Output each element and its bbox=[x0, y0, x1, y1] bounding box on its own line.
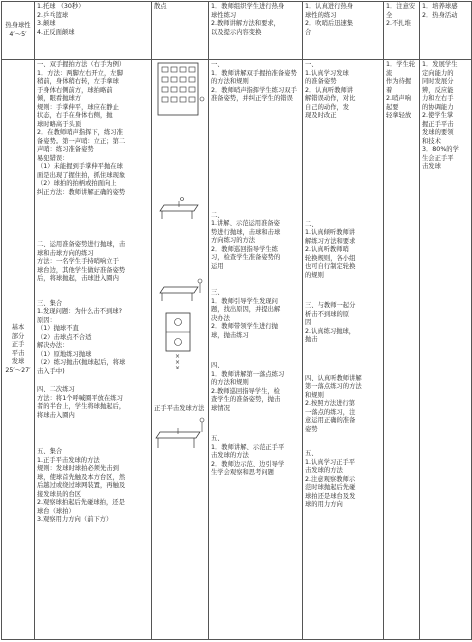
table-player-diagram bbox=[154, 193, 206, 223]
text-line: 决办法 bbox=[211, 314, 230, 322]
spacer bbox=[154, 223, 206, 275]
warmup-formation-cell bbox=[152, 2, 209, 60]
text-line: 2.认真听教师哨 bbox=[305, 246, 349, 253]
text-line: 1.认真学习发球 bbox=[305, 69, 349, 77]
text-line: 习，检查学生准备姿势的 bbox=[211, 254, 281, 261]
text-line: 1.发现问题：为什么击不到球? bbox=[37, 308, 122, 315]
formation-bottom-label: 正手平击发球方法 bbox=[154, 405, 205, 412]
text-line: 发球 bbox=[11, 358, 25, 365]
text-line: 解决办法： bbox=[37, 342, 69, 349]
table-topview-diagram bbox=[154, 311, 206, 369]
text-line: 于身体右侧前方，球拍略前 bbox=[37, 86, 113, 94]
text-line: 五、 bbox=[305, 450, 318, 457]
spacer bbox=[211, 413, 300, 435]
spacer bbox=[305, 434, 381, 450]
spacer bbox=[37, 284, 149, 300]
text-line: 纠正方法：教师讲解正确的姿势 bbox=[37, 188, 126, 196]
spacer bbox=[37, 197, 149, 241]
warmup-row bbox=[2, 2, 472, 60]
text-line: 三、集合 bbox=[37, 299, 63, 307]
text-line: 2．教师哨声指挥学生练习双手 bbox=[211, 86, 297, 94]
text-line: 三、 bbox=[211, 289, 224, 296]
text-line: 一、 bbox=[211, 61, 224, 68]
text-line: 1．教师讲解、示范正手平 bbox=[211, 443, 285, 451]
text-line: 球时略高于头顶 bbox=[37, 120, 82, 128]
text-line: 2.乒乓篮球 bbox=[37, 11, 69, 19]
svg-text:×: × bbox=[175, 353, 181, 360]
text-line: 范时球抛起后先碰 bbox=[305, 484, 356, 491]
spacer bbox=[305, 121, 381, 221]
warmup-student-cell bbox=[303, 2, 384, 60]
student-section-2 bbox=[305, 221, 381, 281]
content-section-5 bbox=[37, 448, 149, 525]
text-line: 面是出现了握住拍，抓住球现象 bbox=[37, 171, 126, 179]
spacer bbox=[211, 104, 300, 212]
goal-list bbox=[422, 61, 469, 172]
text-line: 2．热身活动 bbox=[422, 11, 458, 19]
table-player-diagram-2 bbox=[154, 275, 206, 305]
content-section-2 bbox=[37, 241, 149, 284]
text-line: （2）击球点不合适 bbox=[37, 333, 92, 341]
student-section-5 bbox=[305, 450, 381, 510]
text-line: 姿势 bbox=[305, 425, 318, 433]
text-line: 2.按照方法进行第 bbox=[305, 400, 356, 407]
warmup-student-list bbox=[305, 3, 381, 37]
text-line: （2）练习抛击(抛球起后，将球 bbox=[37, 359, 126, 366]
teacher-section-4 bbox=[211, 362, 300, 413]
text-line: 2.不扎堆 bbox=[386, 20, 411, 27]
warmup-formation-label: 散点 bbox=[154, 3, 167, 10]
text-line: 方法：将1个呼喊圈平放在练习 bbox=[37, 394, 123, 402]
serve-diagram bbox=[154, 414, 206, 454]
student-section-4 bbox=[305, 375, 381, 435]
text-line: 球台（球拍） bbox=[37, 507, 75, 515]
text-line: 现及时改正 bbox=[305, 112, 337, 119]
teacher-section-5 bbox=[211, 435, 300, 478]
spacer bbox=[305, 345, 381, 375]
text-line: 部分 bbox=[11, 332, 25, 340]
text-line: 者的半台上，学生将球抛起后， bbox=[37, 403, 126, 410]
text-line: 正手 bbox=[11, 341, 25, 348]
text-line: 备姿势。第一声哨：立正；第二 bbox=[37, 137, 126, 145]
text-line: 四、 bbox=[211, 362, 224, 369]
student-section-1 bbox=[305, 61, 381, 121]
text-line: 3．80%的学 bbox=[422, 146, 459, 153]
svg-text:×: × bbox=[175, 365, 181, 369]
spacer bbox=[154, 121, 206, 193]
text-line: 1．教师引导学生发现问 bbox=[211, 297, 278, 305]
text-line: 辨，反应能 bbox=[422, 86, 454, 94]
text-line: 力和左右手 bbox=[422, 95, 454, 102]
text-line: 2．吹哨后迅速集 bbox=[305, 20, 354, 27]
text-line: （1）未能握到手掌伸平抛在球 bbox=[37, 163, 123, 170]
text-line: 2.教师巡回指导学生，检 bbox=[211, 387, 280, 395]
warmup-time-label: 热身球性 bbox=[5, 22, 31, 29]
text-line: 2．教师带领学生进行抛 bbox=[211, 323, 278, 330]
text-line: 方法：一名学生手持哨响立于 bbox=[37, 258, 119, 265]
text-line: 球情况 bbox=[211, 404, 230, 412]
warmup-teacher-cell bbox=[209, 2, 303, 60]
warmup-goal-list bbox=[422, 3, 469, 20]
text-line: 击发球 bbox=[422, 163, 441, 170]
text-line: 1.讲解、示范运用准备姿 bbox=[211, 220, 280, 227]
text-line: 1．注意安全 bbox=[386, 3, 416, 19]
text-line: 球的用力方向 bbox=[305, 501, 343, 508]
text-line: 球，抛击练习 bbox=[211, 331, 249, 339]
text-line: 倾，眼看抛球方 bbox=[37, 95, 82, 102]
text-line: 一落点的练习，注 bbox=[305, 408, 356, 416]
text-line: 原因： bbox=[37, 316, 56, 324]
text-line: 规则：手掌伸平，球应在静止 bbox=[37, 103, 119, 111]
text-line: 2.观察球拍起后先碰球拍，还是 bbox=[37, 499, 125, 506]
text-line: 四、二次练习 bbox=[37, 386, 75, 393]
text-line: 作为待握着 bbox=[386, 78, 412, 94]
text-line: 2．教师巡回指导学生练 bbox=[211, 245, 278, 253]
text-line: 解错误动作，对比 bbox=[305, 95, 356, 102]
text-line: 的规则 bbox=[305, 271, 324, 279]
text-line: （1）原地练习抛球 bbox=[37, 350, 92, 358]
text-line: 状态，右手在身体右侧，抛 bbox=[37, 112, 113, 119]
teacher-section-3 bbox=[211, 289, 300, 340]
text-line: 自己的动作，发 bbox=[305, 103, 350, 111]
text-line: 意运用正确的准备 bbox=[305, 417, 356, 424]
text-line: 势进行抛球，击球和击球 bbox=[211, 228, 281, 236]
text-line: 平击 bbox=[11, 349, 25, 357]
text-line: 2.教师讲解方法和要求， bbox=[211, 20, 280, 27]
text-line: 准备姿势，并纠正学生的错误 bbox=[211, 95, 293, 102]
text-line: 球性的练习 bbox=[305, 11, 337, 19]
text-line: 易犯错误： bbox=[37, 154, 69, 162]
text-line: 击发球的方法 bbox=[211, 452, 249, 459]
content-section-1 bbox=[37, 61, 149, 197]
text-line: 2.注意观察教师示 bbox=[305, 475, 356, 483]
text-line: 同时发展分 bbox=[422, 78, 454, 85]
warmup-time-cell bbox=[2, 2, 35, 60]
text-line: 2．在教师哨声指挥下，练习准 bbox=[37, 129, 123, 136]
teacher-section-1 bbox=[211, 61, 300, 104]
main-row bbox=[2, 60, 472, 640]
text-line: 二、 bbox=[305, 220, 318, 228]
text-line: 1.认真倾听教师讲 bbox=[305, 229, 356, 236]
warmup-goal-cell bbox=[420, 2, 472, 60]
warmup-content-list bbox=[37, 3, 149, 37]
spacer bbox=[211, 340, 300, 362]
text-line: 和技术 bbox=[422, 137, 441, 145]
text-line: 1．学生轮流 bbox=[386, 61, 416, 77]
text-line: 抛击 bbox=[305, 336, 318, 343]
text-line: 一、 bbox=[305, 61, 318, 68]
warmup-time-value: 4′～5′ bbox=[9, 30, 27, 38]
text-line: 的方法和规则 bbox=[211, 379, 249, 386]
text-line: 第一落点练习的方法 bbox=[305, 383, 362, 390]
spacer bbox=[305, 280, 381, 302]
text-line: 2．认真听教师讲 bbox=[305, 86, 354, 94]
teacher-section-2 bbox=[211, 212, 300, 272]
spacer bbox=[37, 376, 149, 386]
student-section-3 bbox=[305, 302, 381, 345]
text-line: 二、运用准备姿势进行抛球，击 bbox=[37, 241, 126, 248]
text-line: 三、与教师一起分 bbox=[305, 302, 356, 309]
text-line: 题，找出原因，并提出解 bbox=[211, 306, 281, 313]
text-line: 1．教师讲解第一落点练习 bbox=[211, 370, 285, 378]
text-line: 五、 bbox=[211, 435, 224, 442]
text-line: 1．培养球感 bbox=[422, 3, 458, 10]
text-line: 1．方法：两脚左右开立，左脚 bbox=[37, 69, 123, 77]
text-line: 握正手平击 bbox=[422, 120, 454, 128]
text-line: 一、双手握拍方法（右手为例） bbox=[37, 61, 126, 68]
text-line: 轮换规则，各小组 bbox=[305, 254, 356, 262]
text-line: 球拍还是球台及发 bbox=[305, 492, 356, 500]
text-line: 查学生的准备姿势，抛击 bbox=[211, 396, 281, 403]
text-line: 3.观察用力方向（前下方） bbox=[37, 516, 113, 523]
text-line: 二、 bbox=[211, 211, 224, 219]
text-line: 发球的要领 bbox=[422, 129, 454, 136]
safety-list bbox=[386, 61, 417, 121]
warmup-content-cell bbox=[35, 2, 152, 60]
text-line: 球和击球方向的练习 bbox=[37, 249, 94, 257]
text-line: 1.托球 （30秒） bbox=[37, 3, 85, 10]
text-line: 的准备姿势 bbox=[305, 78, 337, 85]
text-line: 析击不到球的原 bbox=[305, 310, 350, 318]
spacer bbox=[211, 271, 300, 289]
text-line: 四、认真听教师讲解 bbox=[305, 374, 362, 382]
text-line: 3.颠球 bbox=[37, 20, 56, 27]
main-content-cell bbox=[35, 60, 152, 640]
text-line: 击发球的方法 bbox=[305, 467, 343, 474]
text-line: 因 bbox=[305, 319, 312, 326]
text-line: 生会正手平 bbox=[422, 154, 454, 162]
text-line: 球台边，其他学生做好准备姿势 bbox=[37, 266, 126, 274]
text-line: 也可自行制定轮换 bbox=[305, 263, 356, 270]
text-line: （2）球拍的拍柄或拍面向上 bbox=[37, 180, 117, 187]
main-goal-cell bbox=[420, 60, 472, 640]
text-line: 将球击入圈内 bbox=[37, 411, 75, 419]
text-line: 2.使学生掌 bbox=[422, 112, 454, 119]
text-line: 1．发展学生 bbox=[422, 61, 458, 68]
text-line: 的协调能力 bbox=[422, 103, 454, 111]
spacer bbox=[154, 369, 206, 405]
text-line: 规则：发球时球拍必须先击到 bbox=[37, 465, 119, 472]
svg-text:×: × bbox=[175, 359, 181, 366]
main-teacher-cell bbox=[209, 60, 303, 640]
spacer bbox=[37, 420, 149, 448]
text-line: 球性练习 bbox=[211, 11, 237, 19]
text-line: 稍前，身体稍右转，左手拿球 bbox=[37, 78, 119, 85]
main-time-label-list bbox=[4, 324, 32, 367]
text-line: 定向能力的 bbox=[422, 69, 454, 77]
main-time-cell bbox=[2, 60, 35, 640]
text-line: 基本 bbox=[11, 324, 25, 331]
text-line: 1.认真学习正手平 bbox=[305, 458, 356, 466]
warmup-safety-list bbox=[386, 3, 417, 29]
text-line: 生学会观察和思考问题 bbox=[211, 469, 274, 476]
main-time-value: 25′～27′ bbox=[5, 366, 31, 374]
text-line: 和规则 bbox=[305, 391, 324, 399]
text-line: 1.正手平击发球的方法 bbox=[37, 456, 100, 464]
main-formation-cell bbox=[152, 60, 209, 640]
text-line: 五、集合 bbox=[37, 448, 63, 455]
text-line: 2．教师边示范、边引导学 bbox=[211, 460, 285, 468]
text-line: 声哨：练习准备姿势 bbox=[37, 146, 94, 153]
text-line: 1．教师组织学生进行热身 bbox=[211, 3, 285, 10]
text-line: 方向练习的方法 bbox=[211, 237, 256, 244]
warmup-teacher-list bbox=[211, 3, 300, 37]
text-line: 后，将球抛起，击球进入圈内 bbox=[37, 275, 119, 282]
text-line: （1）抛球不直 bbox=[37, 325, 79, 332]
main-safety-cell bbox=[384, 60, 420, 640]
warmup-safety-cell bbox=[384, 2, 420, 60]
text-line: 2.认真练习抛球， bbox=[305, 327, 356, 335]
text-line: 合 bbox=[305, 28, 312, 36]
formation-grid-diagram bbox=[154, 61, 206, 121]
text-line: 击入手中) bbox=[37, 367, 65, 375]
text-line: 4.正反面颠球 bbox=[37, 28, 75, 36]
text-line: 的方法和规则 bbox=[211, 78, 249, 85]
content-section-4 bbox=[37, 386, 149, 420]
text-line: 接发球员的台区 bbox=[37, 490, 82, 498]
text-line: 运用 bbox=[211, 262, 224, 270]
text-line: 以及提示内容变换 bbox=[211, 28, 262, 36]
text-line: 1．认真进行热身 bbox=[305, 3, 354, 10]
content-section-3 bbox=[37, 300, 149, 377]
main-student-cell bbox=[303, 60, 384, 640]
text-line: 1．教师讲解双手握拍准备姿势 bbox=[211, 69, 297, 77]
text-line: 后越过或绕过球网装置，再触及 bbox=[37, 482, 126, 489]
text-line: 2.哨声响起要 bbox=[386, 95, 411, 111]
lesson-plan-table bbox=[1, 1, 472, 640]
text-line: 解练习方法和要求 bbox=[305, 237, 356, 245]
text-line: 轻拿轻放 bbox=[386, 112, 412, 119]
text-line: 球，使球首先触及本方台区，然 bbox=[37, 473, 126, 481]
